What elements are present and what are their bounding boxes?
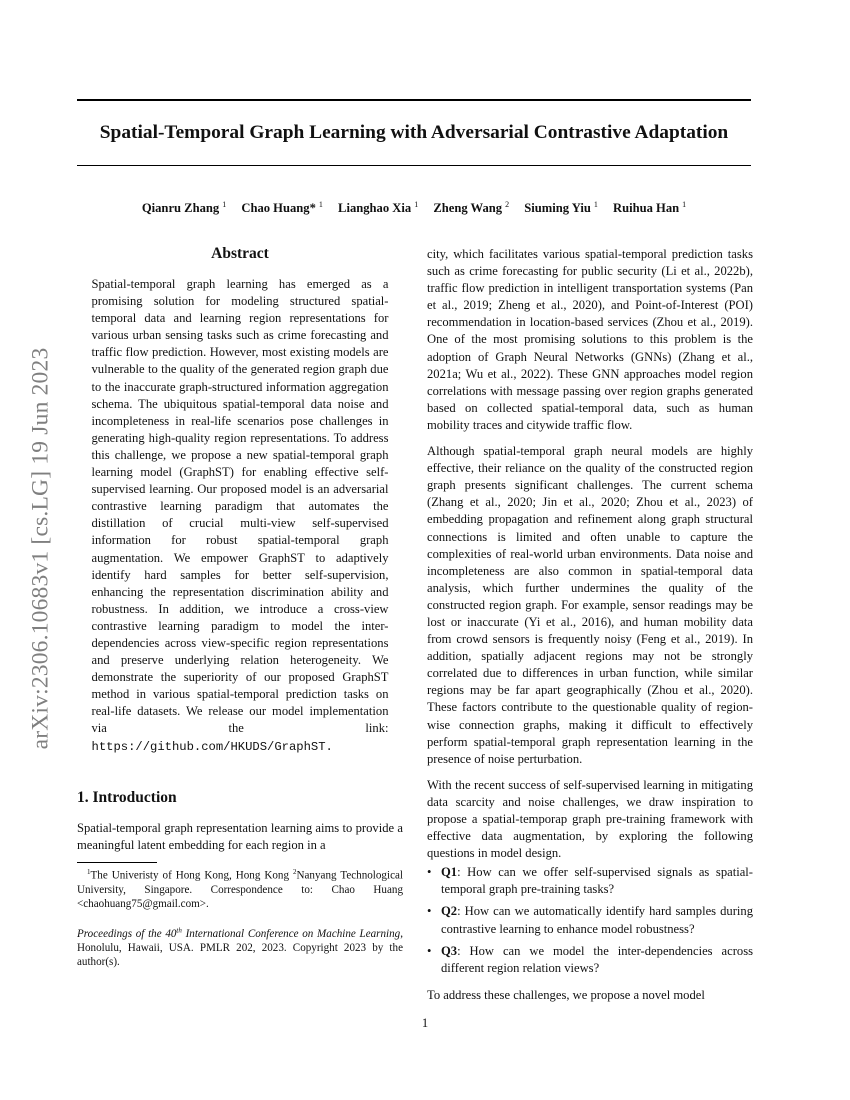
list-item: • Q1: How can we offer self-supervised signals as spatial-temporal graph pre-training tasks? [427, 865, 753, 897]
abstract-heading: Abstract [211, 245, 269, 262]
bullet-icon: • [427, 865, 432, 880]
author: Zheng Wang $^2$ [433, 200, 510, 215]
author: Ruihua Han $^1$ [612, 200, 687, 215]
title-top-rule [77, 99, 751, 101]
title-bottom-rule [77, 165, 751, 166]
author: Chao Huang* $^1$ [241, 200, 323, 215]
body-paragraph: Although spatial-temporal graph neural models are highly effective, their reliance on the quality of the constructed region graph presents significant challenges. The current schema (Zhang et al., 2020; Jin et al., 2020; Zhou et al., 2023) of embedding propagation and refinement along graph structural connections is limited and often unable to capture the complexities of real-world urban environments. Data noise and incompleteness are also common in spatial-temporal data analysis, which further undermines the quality of the constructed region graph. For example, sensor readings may be lost or inaccurate (Yi et al., 2016), and human mobility data from crowd sensors is frequently noisy (Feng et al., 2019). In addition, spatially adjacent regions may not be strongly correlated due to differences in urban function, while similar regions may be far apart geographically (Zhou et al., 2020). These factors contribute to the questionable quality of region-wise connection graphs, making it difficult to effectively perform spatial-temporal graph representation learning in the presence of noise perturbation. [427, 444, 753, 766]
abstract-body: Spatial-temporal graph learning has emerged as a promising solution for modeling structured spatial-temporal data and learning region representations for various urban sensing tasks such as crime forecasting and traffic flow prediction. However, most existing models are vulnerable to the quality of the generated region graph due to the inaccurate graph-structured information aggregation schema. The ubiquitous spatial-temporal data noise and incompleteness in real-life scenarios pose challenges in generating high-quality region representations. To address this challenge, we propose a new spatial-temporal graph learning model (GraphST) for enabling effective self-supervised learning. Our proposed model is an adversarial contrastive learning paradigm that automates the distillation of crucial multi-view self-supervised information for robust spatial-temporal graph augmentation. We empower GraphST to adaptively identify hard samples for better self-supervision, enhancing the representation discrimination ability and robustness. In addition, we introduce a cross-view contrastive learning paradigm to model the inter-dependencies across view-specific region representations and preserve underlying relation heterogeneity. We demonstrate the superiority of our proposed GraphST method in various spatial-temporal prediction tasks on real-life datasets. We release our model implementation via the link: https://github.com/HKUDS/GraphST. [91, 277, 389, 754]
proceedings-note: Proceedings of the 40th International Conference on Machine Learning, Honolulu, Hawaii, USA. PMLR 202, 2023. Copyright 2023 by the author(s). [77, 926, 403, 969]
list-item: • Q2: How can we automatically identify hard samples during contrastive learning to enhance model robustness? [427, 904, 753, 936]
code-link[interactable]: https://github.com/HKUDS/GraphST. [91, 739, 333, 754]
paper-title: Spatial-Temporal Graph Learning with Adversarial Contrastive Adaptation [99, 122, 729, 143]
affiliation-footnote: $^1$The Univeristy of Hong Kong, Hong Kong $^2$Nanyang Technological University, Singapore. Correspondence to: Chao Huang <chaohuang75@gmail.com>. [77, 867, 403, 910]
list-item: • Q3: How can we model the inter-dependencies across different region relation views? [427, 943, 753, 975]
arxiv-identifier: arXiv:2306.10683v1 [cs.LG] 19 Jun 2023 [27, 347, 54, 749]
author: Qianru Zhang $^1$ [141, 200, 227, 215]
arxiv-identifier-stamp [26, 298, 56, 798]
footnote-rule [77, 862, 157, 863]
author: Siuming Yiu $^1$ [524, 200, 598, 215]
bullet-icon: • [427, 943, 432, 958]
introduction-paragraph: Spatial-temporal graph representation learning aims to provide a meaningful latent embedding for each region in a [77, 820, 403, 852]
left-column [77, 244, 403, 969]
body-paragraph: To address these challenges, we propose a novel model [427, 987, 705, 1002]
right-column [427, 246, 753, 1013]
research-questions-list [427, 864, 753, 977]
page-number: 1 [421, 1016, 429, 1030]
introduction-heading: 1. Introduction [77, 788, 177, 806]
bullet-icon: • [427, 904, 432, 919]
author-list [77, 196, 751, 217]
author: Lianghao Xia $^1$ [338, 200, 419, 215]
body-paragraph: city, which facilitates various spatial-temporal prediction tasks such as crime forecasting for public security (Li et al., 2022b), traffic flow prediction in intelligent transportation systems (Pan et al., 2019; Zheng et al., 2020), and Point-of-Interest (POI) recommendation in location-based services (Zhou et al., 2019). One of the most promising solutions to this problem is the adoption of Graph Neural Networks (GNNs) (Zhang et al., 2021a; Wu et al., 2022). These GNN approaches model region correlations with message passing over region graphs generated based on collected spatial-temporal data, such as human mobility traces and citywide traffic flow. [427, 247, 753, 432]
body-paragraph: With the recent success of self-supervised learning in mitigating data scarcity and noise challenges, we draw inspiration to propose a spatial-temporap graph pre-training framework with effective data augmentation, by exploring the following questions in model design. [427, 777, 753, 861]
